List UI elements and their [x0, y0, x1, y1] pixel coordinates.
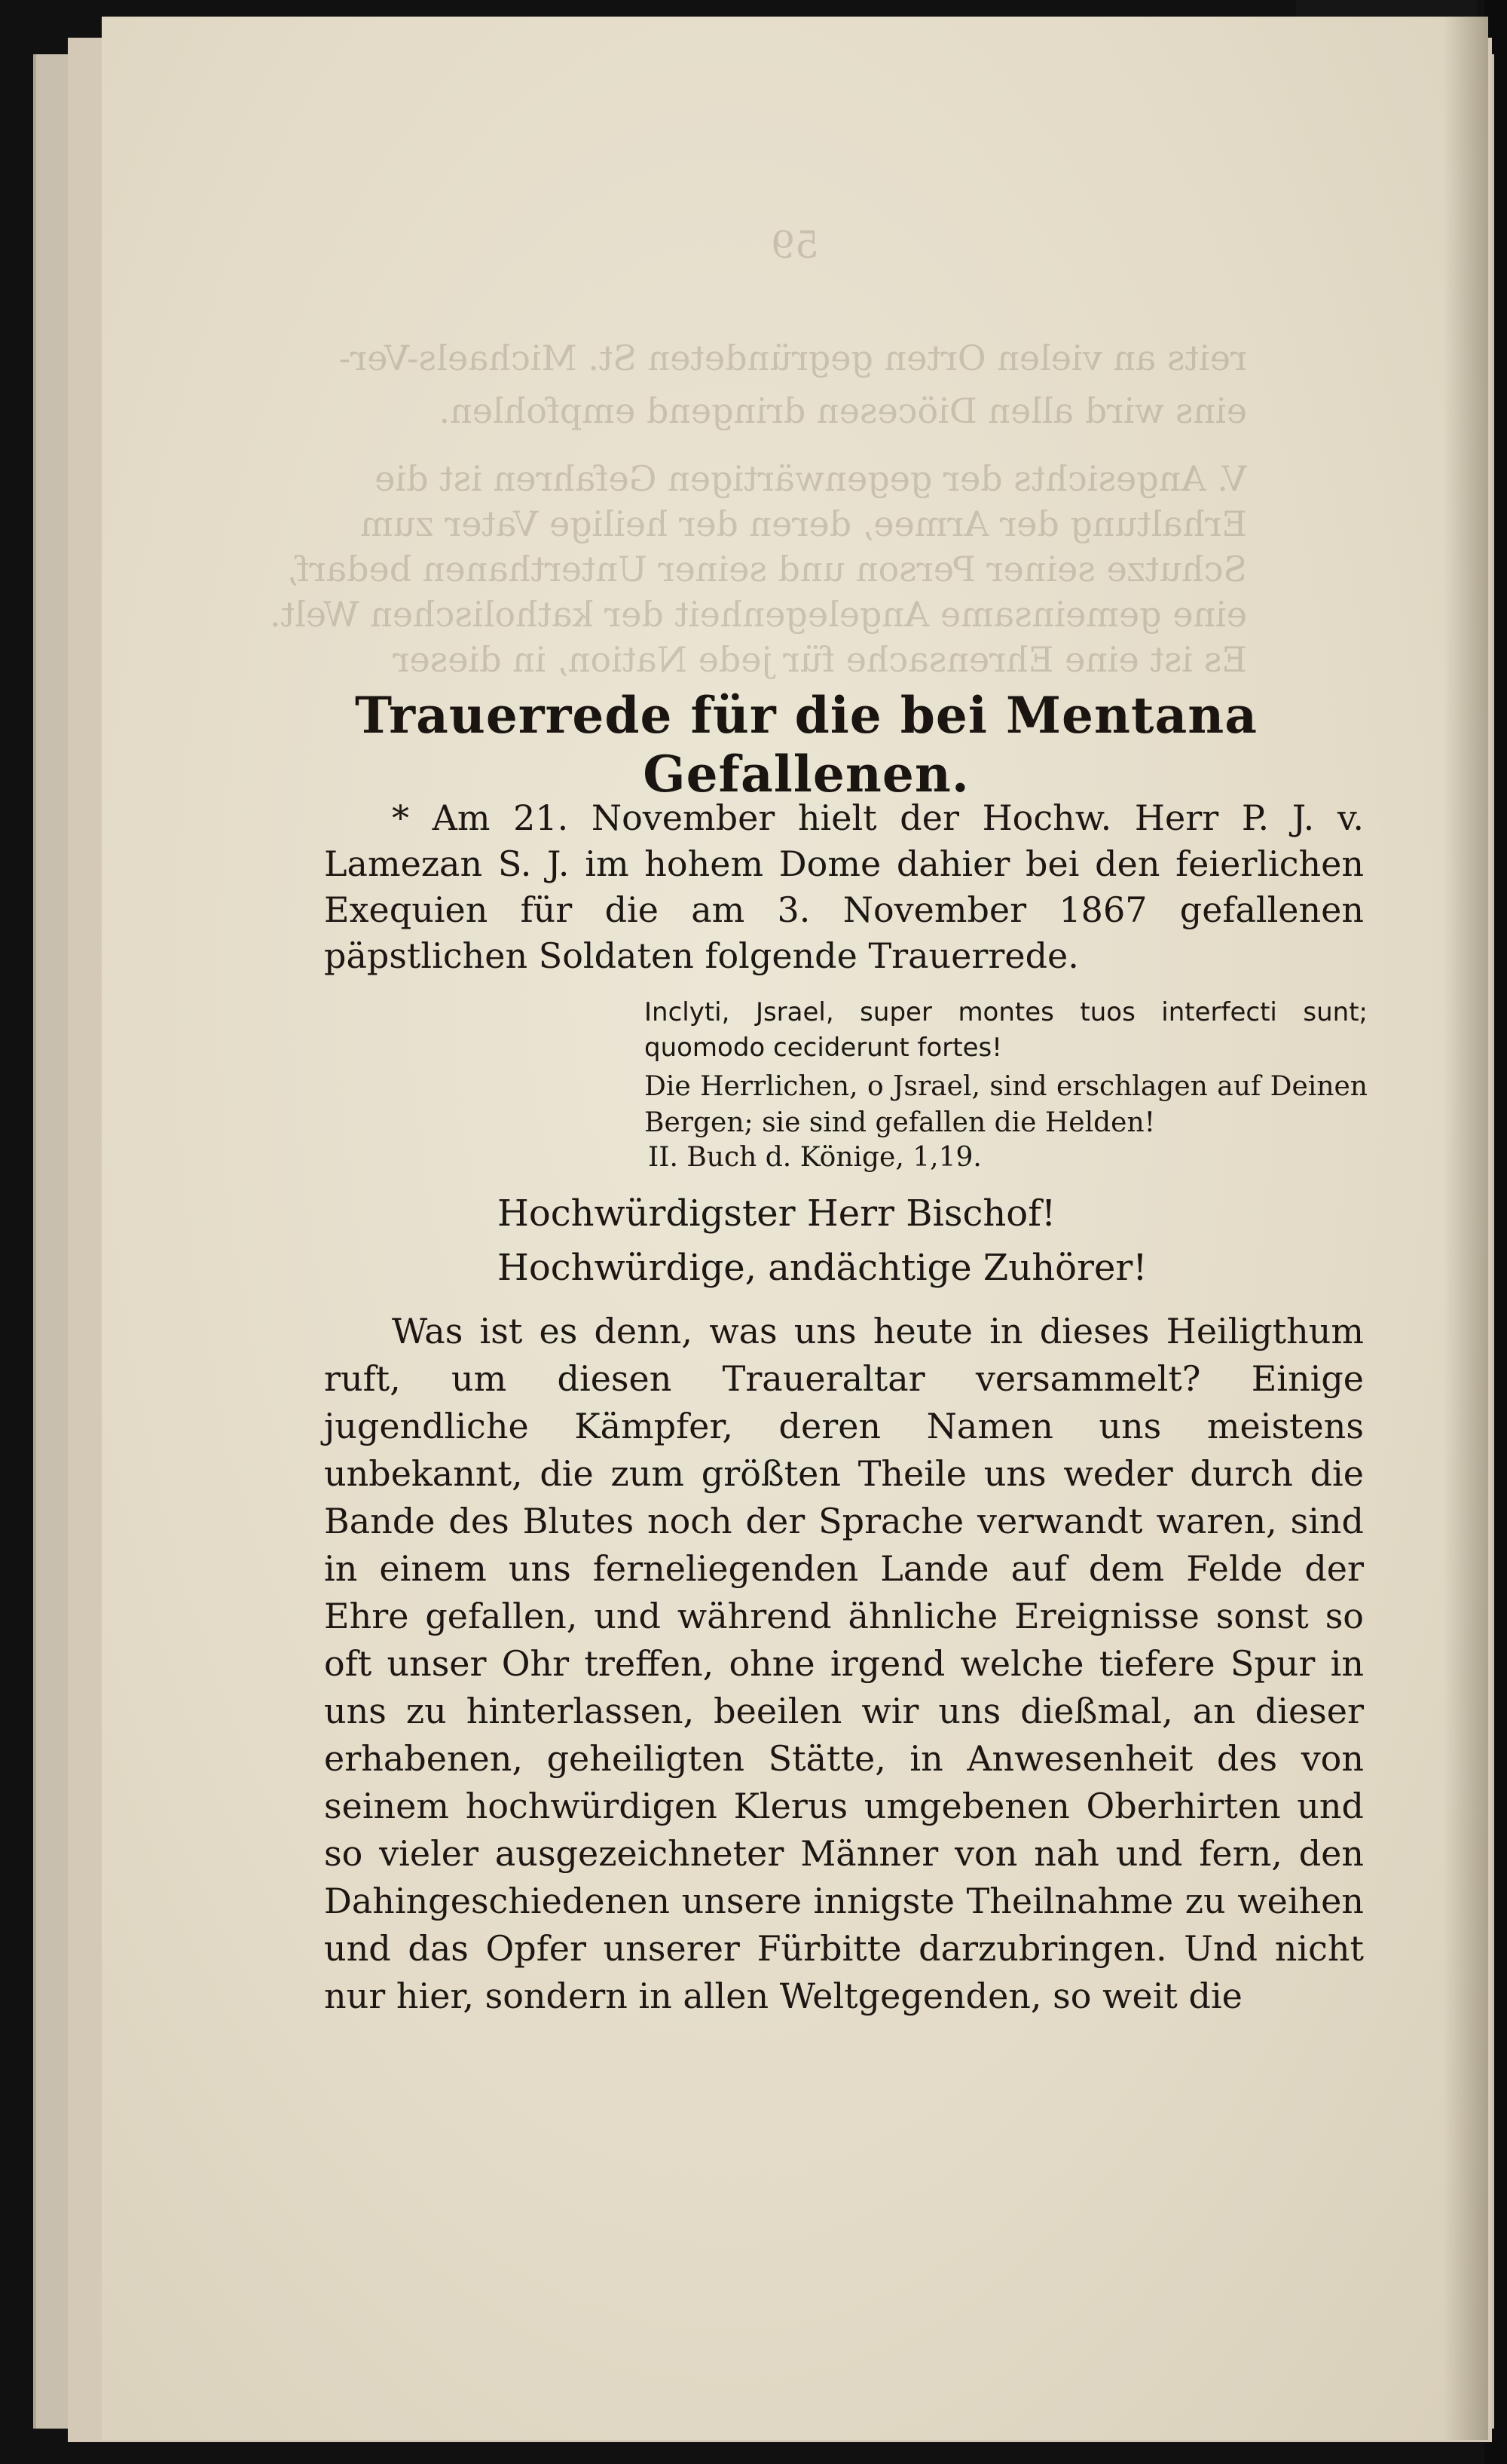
bleed-line: Es ist eine Ehrensache für jede Nation, in dieser: [393, 639, 1247, 680]
page-title: Trauerrede für die bei Mentana Gefallenen.: [354, 686, 1258, 803]
bleed-line: reits an vielen Orten gegründeten St. Michaels-Ver-: [338, 338, 1247, 378]
epigraph-latin: Inclyti, Jsrael, super montes tuos interfecti sunt; quomodo ceciderunt fortes!: [644, 997, 1368, 1063]
address-bishop: Hochwürdigster Herr Bischof!: [497, 1192, 1056, 1235]
bleed-page-number: 59: [771, 223, 819, 267]
epigraph-source: II. Buch d. Könige, 1,19.: [648, 1142, 982, 1173]
address-listeners: Hochwürdige, andächtige Zuhörer!: [497, 1247, 1148, 1289]
bleed-line: eine gemeinsame Angelegenheit der katholischen Welt.: [269, 594, 1247, 635]
bleed-line: Schutze seiner Person und seiner Unterthanen bedarf,: [286, 549, 1247, 589]
bleed-line: eins wird allen Diöcesen dringend empfohlen.: [439, 390, 1247, 431]
epigraph-german: Die Herrlichen, o Jsrael, sind erschlagen auf Deinen Bergen; sie sind gefallen die Helden!: [644, 1071, 1368, 1138]
intro-paragraph: * Am 21. November hielt der Hochw. Herr P. J. v. Lamezan S. J. im hohem Dome dahier bei den feierlichen Exequien für die am 3. November 1867 gefallenen päpstlichen Soldaten folgende Trauerrede.: [324, 797, 1364, 976]
bleed-through-text: [102, 17, 1488, 695]
bleed-line: V. Angesichts der gegenwärtigen Gefahren ist die: [374, 458, 1247, 499]
bleed-line: Erhaltung der Armee, deren der heilige Vater zum: [360, 504, 1247, 544]
body-paragraph: Was ist es denn, was uns heute in dieses Heiligthum ruft, um diesen Traueraltar versammelt? Einige jugendliche Kämpfer, deren Namen uns meistens unbekannt, die zum größten Theile uns weder durch die Bande des Blutes noch der Sprache verwandt waren, sind in einem uns ferneliegenden Lande auf dem Felde der Ehre gefallen, und während ähnliche Ereignisse sonst so oft unser Ohr treffen, ohne irgend welche tiefere Spur in uns zu hinterlassen, beeilen wir uns dießmal, an dieser erhabenen, geheiligten Stätte, in Anwesenheit des von seinem hochwürdigen Klerus umgebenen Oberhirten und so vieler ausgezeichneter Männer von nah und fern, den Dahingeschiedenen unsere innigste Theilnahme zu weihen und das Opfer unserer Fürbitte darzubringen. Und nicht nur hier, sondern in allen Weltgegenden, so weit die: [324, 1311, 1364, 2016]
